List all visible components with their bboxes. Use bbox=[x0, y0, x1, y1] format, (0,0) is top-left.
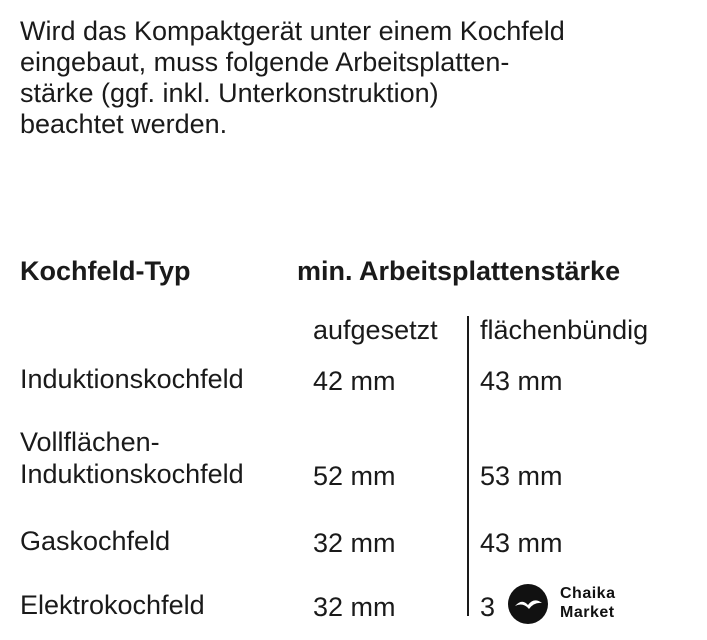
row-flaechenbuendig: 43 mm bbox=[480, 366, 563, 396]
intro-line: stärke (ggf. inkl. Unterkonstruktion) bbox=[20, 78, 439, 108]
subheader-aufgesetzt: aufgesetzt bbox=[313, 315, 438, 345]
chaika-market-watermark bbox=[508, 580, 638, 630]
seagull-logo-icon bbox=[508, 584, 548, 624]
row-type: Induktionskochfeld bbox=[20, 364, 244, 394]
row-flaechenbuendig: 43 mm bbox=[480, 528, 563, 558]
row-flaechenbuendig: 3 bbox=[480, 592, 496, 622]
intro-line: beachtet werden. bbox=[20, 109, 228, 139]
row-type-line2: Induktionskochfeld bbox=[20, 459, 244, 489]
watermark-line2: Market bbox=[560, 604, 615, 621]
row-aufgesetzt: 52 mm bbox=[313, 461, 396, 491]
column-divider bbox=[467, 316, 469, 616]
row-aufgesetzt: 42 mm bbox=[313, 366, 396, 396]
intro-paragraph bbox=[20, 16, 690, 140]
header-min-staerke: min. Arbeitsplattenstärke bbox=[297, 256, 621, 286]
header-kochfeld-typ: Kochfeld-Typ bbox=[20, 256, 191, 286]
intro-line: eingebaut, muss folgende Arbeitsplatten- bbox=[20, 47, 510, 77]
intro-line: Wird das Kompaktgerät unter einem Kochfeld bbox=[20, 16, 565, 46]
watermark-text bbox=[560, 584, 615, 622]
row-aufgesetzt: 32 mm bbox=[313, 592, 396, 622]
row-aufgesetzt: 32 mm bbox=[313, 528, 396, 558]
row-type: Elektrokochfeld bbox=[20, 590, 205, 620]
row-flaechenbuendig: 53 mm bbox=[480, 461, 563, 491]
watermark-line1: Chaika bbox=[560, 585, 616, 602]
row-type: Gaskochfeld bbox=[20, 526, 171, 556]
subheader-flaechenbuendig: flächenbündig bbox=[480, 315, 649, 345]
row-type-line1: Vollflächen- bbox=[20, 427, 160, 457]
